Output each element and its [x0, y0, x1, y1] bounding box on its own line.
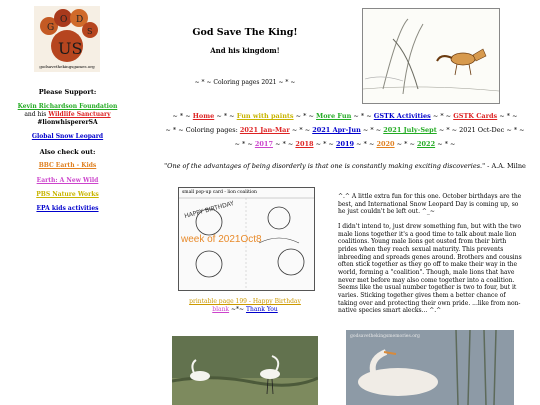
pbs-nature-works-link[interactable]: PBS Nature Works	[36, 191, 99, 198]
hashtag-text: #lionwhispererSA	[37, 119, 98, 126]
also-check-heading: Also check out:	[39, 148, 96, 156]
svg-text:O: O	[60, 15, 68, 25]
main-nav	[160, 112, 530, 120]
year-2022-link[interactable]: 2022	[417, 140, 436, 148]
bbc-earth-kids-link[interactable]: BBC Earth - Kids	[38, 162, 97, 169]
caption-separator: ~*~	[231, 306, 245, 313]
nav-separator: ~ * ~	[353, 112, 372, 120]
year-2020-link[interactable]: 2020	[376, 140, 395, 148]
printable-link-row	[172, 298, 318, 305]
and-his-text: and his	[24, 111, 47, 118]
nav-home[interactable]: Home	[192, 112, 215, 120]
nav-separator: ~ * ~	[315, 140, 334, 148]
coloring-nav	[160, 126, 530, 134]
page-subtitle: And his kingdom!	[210, 46, 280, 55]
coloring-oct-dec-current: 2021 Oct-Dec	[459, 126, 505, 134]
snow-leopard-link[interactable]: Global Snow Leopard	[31, 133, 104, 140]
nav-separator: ~ * ~	[234, 140, 253, 148]
photo-watermark: godsavethekingsmemories.org	[350, 334, 420, 339]
svg-text:D: D	[76, 15, 84, 25]
svg-text:US: US	[58, 39, 83, 58]
thank-you-link[interactable]: Thank You	[245, 306, 278, 313]
blank-link-row	[172, 306, 318, 313]
card-watermark: week of 2021Oct8	[181, 234, 262, 245]
coloring-card-image[interactable]	[178, 187, 315, 291]
swan-photo	[346, 330, 514, 405]
nav-separator: ~ * ~	[432, 112, 452, 120]
nav-separator: ~ * ~	[165, 126, 184, 134]
nav-separator: ~ * ~	[275, 140, 294, 148]
nav-separator: ~ * ~	[362, 126, 382, 134]
epa-kids-link[interactable]: EPA kids activities	[36, 205, 99, 212]
nav-separator: ~ * ~	[506, 126, 525, 134]
years-nav	[160, 140, 530, 148]
year-2018-link[interactable]: 2018	[295, 140, 314, 148]
paw-logo	[34, 6, 100, 72]
wildlife-sanctuary-line	[0, 111, 135, 118]
nav-separator: ~ * ~	[295, 112, 314, 120]
svg-text:G: G	[47, 23, 55, 33]
description-paragraph-2: I didn't intend to, just drew something fun, but with the two male lions together it's a good time to talk about male lion coalitions. Young male lions get ousted from their birth prides when they reach sexual maturity. This prevents inbreeding and spreads genes around. Brothers and cousins often stick together as they go off to make their way in the world, forming a "coalition". Though, male lions that have never met before may also come together into a coalition. Seems like the usual number together is two to four, but it varies. Sticking together gives them a better chance of taking over and protecting their own pride. ...like from non-native species smart alecks... ^.^	[338, 223, 522, 315]
blank-page-link[interactable]: blank	[212, 306, 230, 313]
description-paragraph-1: ^.^ A little extra fun for this one. October birthdays are the best, and International Snow Leopard Day is coming up, so he just couldn't be left out. ^_~	[338, 193, 522, 216]
nav-fun-with-paints[interactable]: Fun with paints	[236, 112, 294, 120]
egrets-photo	[172, 336, 318, 405]
nav-more-fun[interactable]: More Fun	[316, 112, 352, 120]
coloring-jan-mar-link[interactable]: 2021 Jan-Mar	[239, 126, 290, 134]
wildlife-sanctuary-link[interactable]: Wildlife Sanctuary	[48, 111, 111, 118]
quote-author: - A.A. Milne	[485, 162, 526, 170]
quote	[160, 162, 530, 170]
quote-text: "One of the advantages of being disorderly is that one is constantly making exciting discoveries."	[164, 162, 486, 170]
nav-separator: ~ * ~	[356, 140, 375, 148]
card-top-label: small pop-up card - lion coalition	[182, 190, 257, 195]
nav-separator: ~ * ~	[216, 112, 235, 120]
fox-illustration	[362, 8, 500, 104]
nav-separator: ~ * ~	[396, 140, 415, 148]
coloring-pages-heading: ~ * ~ Coloring pages 2021 ~ * ~	[194, 79, 296, 86]
nav-gstk-cards[interactable]: GSTK Cards	[453, 112, 498, 120]
support-heading: Please Support:	[38, 88, 97, 96]
logo-caption: godsavethekingsgames.org	[39, 64, 95, 69]
nav-separator: ~ * ~	[499, 112, 518, 120]
nav-separator: ~ * ~	[438, 126, 458, 134]
nav-gstk-activities[interactable]: GSTK Activities	[373, 112, 431, 120]
nav-separator: ~ * ~	[172, 112, 191, 120]
year-2019-link[interactable]: 2019	[335, 140, 355, 148]
year-2017-link[interactable]: 2017	[254, 140, 273, 148]
printable-page-link[interactable]: printable page 199 - Happy Birthday	[189, 298, 301, 305]
earth-new-wild-link[interactable]: Earth: A New Wild	[36, 177, 99, 184]
nav-separator: ~ * ~	[291, 126, 311, 134]
coloring-nav-prefix: Coloring pages:	[185, 126, 238, 134]
coloring-apr-jun-link[interactable]: 2021 Apr-Jun	[312, 126, 361, 134]
page-title: God Save The King!	[192, 27, 298, 38]
kevin-richardson-link[interactable]: Kevin Richardson Foundation	[17, 103, 118, 110]
svg-text:S: S	[87, 27, 93, 36]
coloring-july-sept-link[interactable]: 2021 July-Sept	[383, 126, 437, 134]
nav-separator: ~ * ~	[437, 140, 456, 148]
card-happy-text: HAPPY BIRTHDAY	[183, 199, 235, 220]
